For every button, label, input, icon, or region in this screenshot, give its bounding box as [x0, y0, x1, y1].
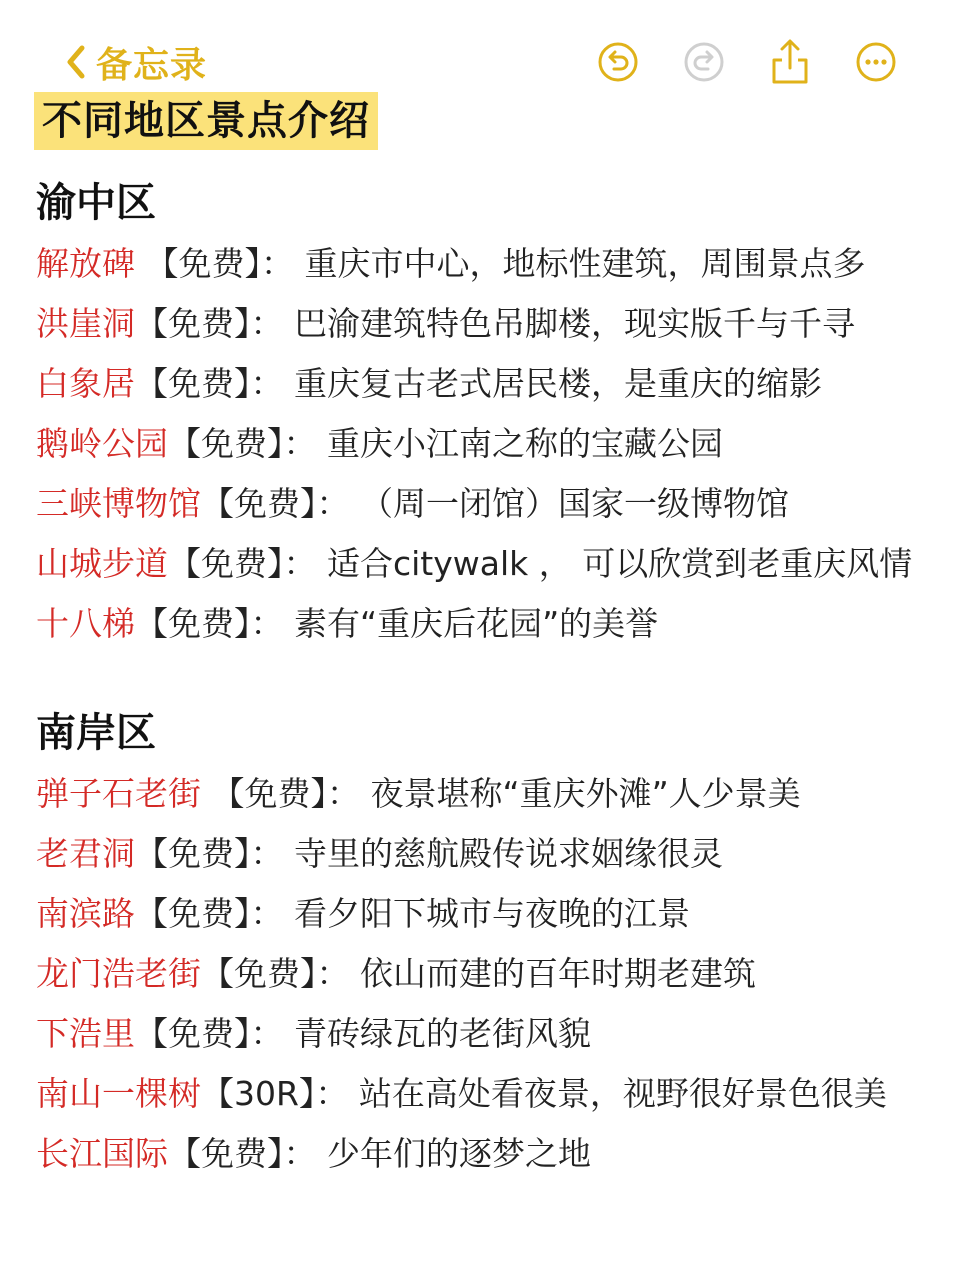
spot-price: 【免费】	[168, 544, 284, 583]
section-heading: 南岸区	[36, 710, 156, 756]
spot-name: 三峡博物馆	[36, 484, 201, 523]
spot-price: 【免费】	[135, 604, 251, 643]
list-item	[36, 414, 950, 474]
spot-name: 山城步道	[36, 544, 168, 583]
spot-price: 【免费】	[201, 484, 317, 523]
spot-description: ： 巴渝建筑特色吊脚楼，现实版千与千寻	[250, 304, 855, 343]
spot-name: 解放碑	[36, 244, 135, 283]
spot-price: 【免费】	[168, 424, 284, 463]
spot-name: 洪崖洞	[36, 304, 135, 343]
list-item	[36, 294, 950, 354]
spot-description: ： 站在高处看夜景，视野很好景色很美	[315, 1074, 887, 1113]
list-item	[36, 474, 950, 534]
spot-price: 【免费】	[168, 1134, 284, 1173]
spot-name: 龙门浩老街	[36, 954, 201, 993]
spot-price: 【30R】	[201, 1074, 316, 1113]
spot-description: ： 夜景堪称“重庆外滩”人少景美	[327, 774, 801, 813]
spot-name: 白象居	[36, 364, 135, 403]
spot-name: 弹子石老街	[36, 774, 201, 813]
section-yuzhong	[36, 178, 950, 654]
spot-price: 【免费】	[135, 1014, 251, 1053]
back-label: 备忘录	[96, 44, 208, 86]
spot-description: ： 看夕阳下城市与夜晚的江景	[250, 894, 690, 933]
list-item	[36, 1004, 950, 1064]
spot-price: 【免费】	[135, 894, 251, 933]
spot-description: ： 青砖绿瓦的老街风貌	[250, 1014, 591, 1053]
navigation-bar	[62, 34, 900, 90]
spot-name: 长江国际	[36, 1134, 168, 1173]
list-item	[36, 234, 950, 294]
list-item	[36, 354, 950, 414]
spot-name: 十八梯	[36, 604, 135, 643]
list-item	[36, 594, 950, 654]
spot-name: 南山一棵树	[36, 1074, 201, 1113]
spot-description: ： 寺里的慈航殿传说求姻缘很灵	[250, 834, 723, 873]
list-item	[36, 1064, 950, 1124]
list-item	[36, 884, 950, 944]
section-nanan	[36, 708, 950, 1184]
list-item	[36, 824, 950, 884]
back-button[interactable]	[62, 34, 207, 90]
spot-price: 【免费】	[201, 774, 327, 813]
spot-name: 下浩里	[36, 1014, 135, 1053]
spot-description: ： （周一闭馆）国家一级博物馆	[316, 484, 789, 523]
spot-description: ： 依山而建的百年时期老建筑	[316, 954, 756, 993]
spot-price: 【免费】	[135, 244, 261, 283]
chevron-left-icon	[62, 42, 90, 82]
more-icon[interactable]	[852, 38, 900, 86]
spot-description: ： 重庆市中心，地标性建筑，周围景点多	[261, 244, 866, 283]
spot-price: 【免费】	[201, 954, 317, 993]
spot-price: 【免费】	[135, 304, 251, 343]
spot-name: 老君洞	[36, 834, 135, 873]
spot-description: ： 重庆小江南之称的宝藏公园	[283, 424, 723, 463]
undo-icon[interactable]	[594, 38, 642, 86]
list-item	[36, 764, 950, 824]
spot-description: ： 素有“重庆后花园”的美誉	[250, 604, 659, 643]
spot-description: ： 少年们的逐梦之地	[283, 1134, 591, 1173]
note-title-wrapper	[34, 92, 378, 150]
spot-name: 南滨路	[36, 894, 135, 933]
spot-price: 【免费】	[135, 364, 251, 403]
list-item	[36, 944, 950, 1004]
redo-icon[interactable]	[680, 38, 728, 86]
section-heading: 渝中区	[36, 180, 156, 226]
note-title: 不同地区景点介绍	[34, 92, 378, 150]
spot-price: 【免费】	[135, 834, 251, 873]
share-icon[interactable]	[766, 38, 814, 86]
spot-description: ： 适合citywalk ， 可以欣赏到老重庆风情	[283, 544, 913, 583]
list-item	[36, 1124, 950, 1184]
spot-description: ： 重庆复古老式居民楼，是重庆的缩影	[250, 364, 822, 403]
list-item	[36, 534, 950, 594]
toolbar-icons	[594, 38, 900, 86]
spot-name: 鹅岭公园	[36, 424, 168, 463]
